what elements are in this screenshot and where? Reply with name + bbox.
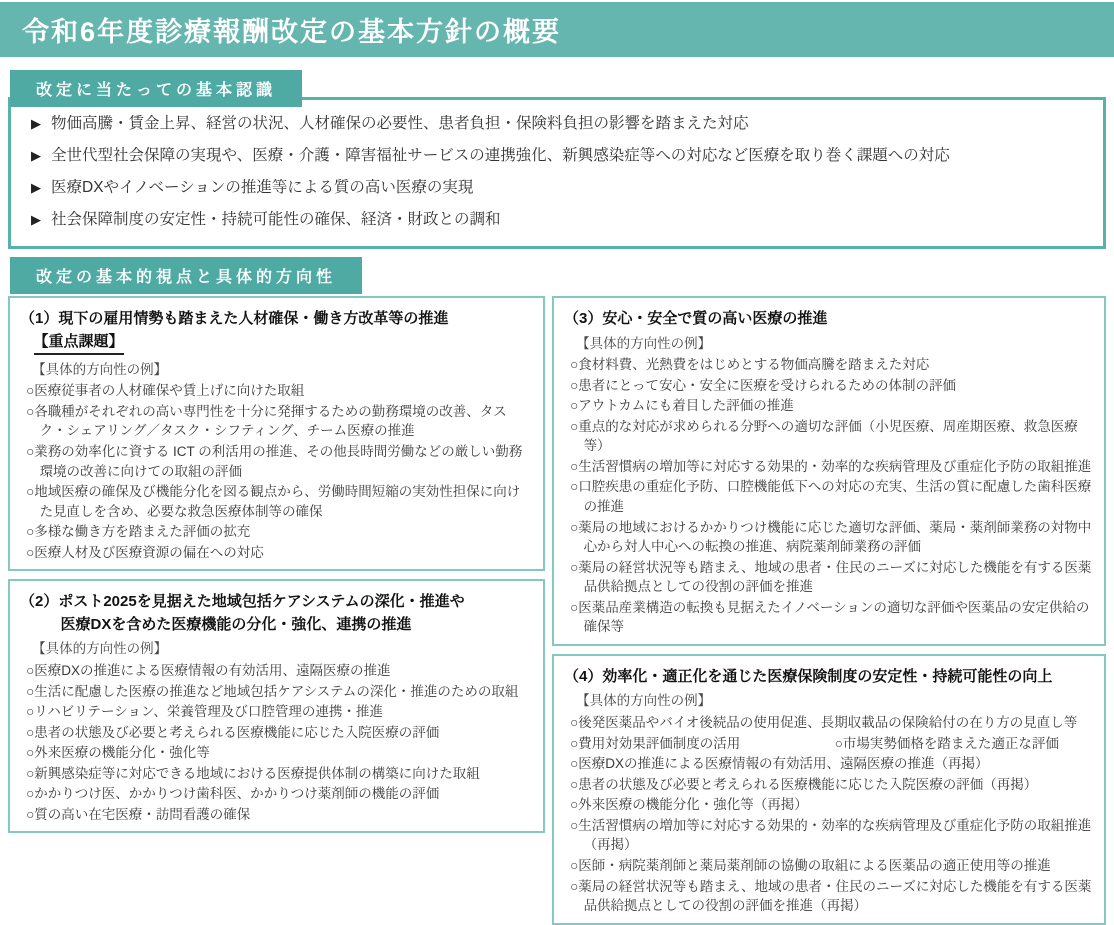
card-subheading: 【具体的方向性の例】 [32, 641, 168, 657]
bullet-text: 医療DXやイノベーションの推進等による質の高い医療の実現 [51, 179, 474, 196]
direction-item: ○リハビリテーション、栄養管理及び口腔管理の連携・推進 [26, 704, 383, 720]
card-subheading: 【具体的方向性の例】 [576, 693, 712, 709]
card-title [564, 308, 1092, 331]
viewpoint-card-2 [8, 579, 545, 833]
direction-item: ○薬局の地域におけるかかりつけ機能に応じた適切な評価、薬局・薬剤師業務の対物中心から対人中心への転換の推進、病院薬剤師業務の評価 [570, 519, 1092, 555]
viewpoint-column-left [8, 296, 545, 925]
triangle-bullet-icon: ▶ [31, 212, 41, 227]
direction-item: ○患者の状態及び必要と考えられる医療機能に応じた入院医療の評価（再掲） [570, 776, 1038, 792]
direction-item: ○薬局の経営状況等も踏まえ、地域の患者・住民のニーズに対応した機能を有する医薬品供給拠点としての役割の評価を推進（再掲） [570, 878, 1092, 914]
direction-items [20, 661, 531, 825]
bullet-item [31, 209, 1083, 230]
bullet-item [31, 145, 1083, 166]
card-title-line: （4）効率化・適正化を通じた医療保険制度の安定性・持続可能性の向上 [564, 667, 1053, 685]
direction-item: ○各職種がそれぞれの高い専門性を十分に発揮するための勤務環境の改善、タスク・シェアリング／タスク・シフティング、チーム医療の推進 [26, 403, 507, 439]
direction-item: ○地域医療の確保及び機能分化を図る観点から、労働時間短縮の実効性担保に向けた見直しを含め、必要な救急医療体制等の確保 [26, 484, 521, 519]
triangle-bullet-icon: ▶ [31, 148, 41, 163]
direction-item: ○重点的な対応が求められる分野への適切な評価（小児医療、周産期医療、救急医療等） [570, 418, 1078, 454]
direction-item: ○食材料費、光熱費をはじめとする物価高騰を踏まえた対応 [570, 357, 930, 373]
triangle-bullet-icon: ▶ [31, 116, 41, 131]
direction-item: ○アウトカムにも着目した評価の推進 [570, 398, 794, 414]
direction-item: ○医師・病院薬剤師と薬局薬剤師の協働の取組による医薬品の適正使用等の推進 [570, 857, 1051, 873]
viewpoint-card-3 [552, 296, 1106, 646]
direction-item: ○患者にとって安心・安全に医療を受けられるための体制の評価 [570, 377, 956, 393]
direction-item: ○外来医療の機能分化・強化等（再掲） [570, 797, 808, 813]
direction-item: ○外来医療の機能分化・強化等 [26, 745, 210, 761]
direction-item: ○後発医薬品やバイオ後続品の使用促進、長期収載品の保険給付の在り方の見直し等 [570, 715, 1078, 730]
bullet-item [31, 113, 1083, 134]
direction-item: ○医薬品産業構造の転換も見据えたイノベーションの適切な評価や医薬品の安定供給の確保等 [570, 599, 1090, 635]
card-subheading: 【具体的方向性の例】 [576, 335, 712, 351]
direction-item: ○生活に配慮した医療の推進など地域包括ケアシステムの深化・推進のための取組 [26, 683, 519, 699]
direction-item: ○業務の効率化に資する ICT の利活用の推進、その他長時間労働などの厳しい勤務環境の改善に向けての取組の評価 [26, 444, 523, 479]
bullet-text: 物価高騰・賃金上昇、経営の状況、人材確保の必要性、患者負担・保険料負担の影響を踏まえた対応 [51, 115, 749, 132]
direction-items [564, 355, 1092, 637]
section-label-viewpoints: 改定の基本的視点と具体的方向性 [10, 257, 362, 294]
priority-issue-tag: 【重点課題】 [34, 332, 124, 355]
direction-item: ○多様な働き方を踏まえた評価の拡充 [26, 524, 251, 540]
document-page [0, 2, 1114, 914]
section-label-basic-recognition: 改定に当たっての基本認識 [10, 70, 302, 107]
direction-item: ○生活習慣病の増加等に対応する効果的・効率的な疾病管理及び重症化予防の取組推進 [570, 458, 1092, 474]
direction-item: ○医療人材及び医療資源の偏在への対応 [26, 544, 264, 560]
direction-item: ○医療従事者の人材確保や賃上げに向けた取組 [26, 383, 305, 399]
direction-item: ○生活習慣病の増加等に対応する効果的・効率的な疾病管理及び重症化予防の取組推進（再掲） [570, 817, 1092, 853]
card-title-line: （2）ポスト2025を見据えた地域包括ケアシステムの深化・推進や [20, 593, 465, 611]
bullet-text: 社会保障制度の安定性・持続可能性の確保、経済・財政との調和 [51, 211, 501, 228]
viewpoint-column-right [552, 296, 1106, 925]
card-title [564, 666, 1092, 689]
direction-item: ○質の高い在宅医療・訪問看護の確保 [26, 806, 251, 822]
bullet-item [31, 177, 1083, 198]
triangle-bullet-icon: ▶ [31, 180, 41, 195]
card-title-line: 医療DXを含めた医療機能の分化・強化、連携の推進 [60, 615, 412, 633]
card-title [20, 308, 531, 331]
direction-item: ○費用対効果評価制度の活用 ○市場実勢価格を踏まえた適正な評価 [570, 735, 1059, 751]
direction-item: ○口腔疾患の重症化予防、口腔機能低下への対応の充実、生活の質に配慮した歯科医療の推進 [570, 479, 1092, 514]
direction-item: ○薬局の経営状況等も踏まえ、地域の患者・住民のニーズに対応した機能を有する医薬品供給拠点としての役割の評価を推進 [570, 559, 1092, 595]
direction-item: ○新興感染症等に対応できる地域における医療提供体制の構築に向けた取組 [26, 765, 480, 781]
card-title [20, 591, 531, 636]
direction-item: ○医療DXの推進による医療情報の有効活用、遠隔医療の推進（再掲） [570, 756, 989, 772]
viewpoint-card-1 [8, 296, 545, 571]
card-subheading: 【具体的方向性の例】 [32, 361, 168, 377]
direction-items [20, 381, 531, 562]
direction-item: ○かかりつけ医、かかりつけ歯科医、かかりつけ薬剤師の機能の評価 [26, 786, 440, 802]
viewpoint-card-4 [552, 654, 1106, 925]
title-bar [0, 2, 1114, 57]
viewpoint-grid [8, 296, 1106, 925]
basic-recognition-box [8, 97, 1106, 249]
direction-item: ○患者の状態及び必要と考えられる医療機能に応じた入院医療の評価 [26, 724, 440, 740]
card-title-line: （3）安心・安全で質の高い医療の推進 [564, 310, 828, 327]
direction-item: ○医療DXの推進による医療情報の有効活用、遠隔医療の推進 [26, 662, 391, 678]
page-title: 令和6年度診療報酬改定の基本方針の概要 [22, 17, 562, 47]
card-title-line: （1）現下の雇用情勢も踏まえた人材確保・働き方改革等の推進 [20, 310, 449, 327]
direction-items [564, 713, 1092, 916]
bullet-text: 全世代型社会保障の実現や、医療・介護・障害福祉サービスの連携強化、新興感染症等への対応など医療を取り巻く課題への対応 [51, 147, 950, 164]
